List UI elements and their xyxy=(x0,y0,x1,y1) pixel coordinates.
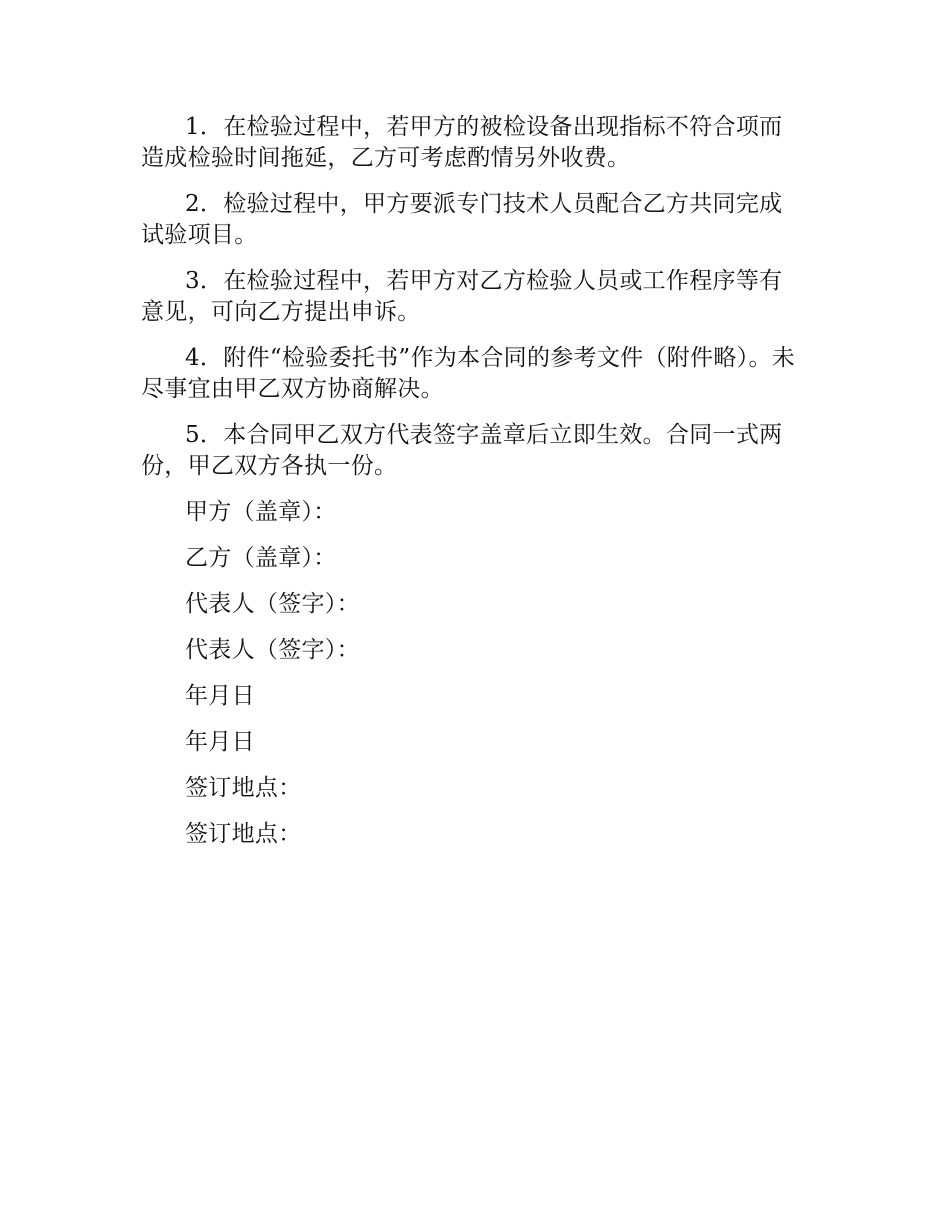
date-b-line: 年月日 xyxy=(185,729,255,755)
clause-4: 4．附件“检验委托书”作为本合同的参考文件（附件略）。未尽事宜由甲乙双方协商解决。 xyxy=(141,345,796,402)
clause-5: 5．本合同甲乙双方代表签字盖章后立即生效。合同一式两份，甲乙双方各执一份。 xyxy=(141,422,783,479)
representative-a-signature-line: 代表人（签字）： xyxy=(185,591,360,617)
signature-block xyxy=(141,497,796,850)
representative-b-signature-line: 代表人（签字）： xyxy=(185,637,360,663)
signing-place-a-line: 签订地点： xyxy=(185,775,302,801)
party-b-seal-line: 乙方（盖章）： xyxy=(185,545,337,571)
party-a-seal-line: 甲方（盖章）： xyxy=(185,499,337,525)
date-a-line: 年月日 xyxy=(185,683,255,709)
clause-3: 3．在检验过程中，若甲方对乙方检验人员或工作程序等有意见，可向乙方提出申诉。 xyxy=(141,268,783,325)
contract-body xyxy=(141,112,796,865)
clause-1: 1．在检验过程中，若甲方的被检设备出现指标不符合项而造成检验时间拖延，乙方可考虑酌情另外收费。 xyxy=(141,114,783,171)
signing-place-b-line: 签订地点： xyxy=(185,821,302,847)
clause-2: 2．检验过程中，甲方要派专门技术人员配合乙方共同完成试验项目。 xyxy=(141,191,783,248)
